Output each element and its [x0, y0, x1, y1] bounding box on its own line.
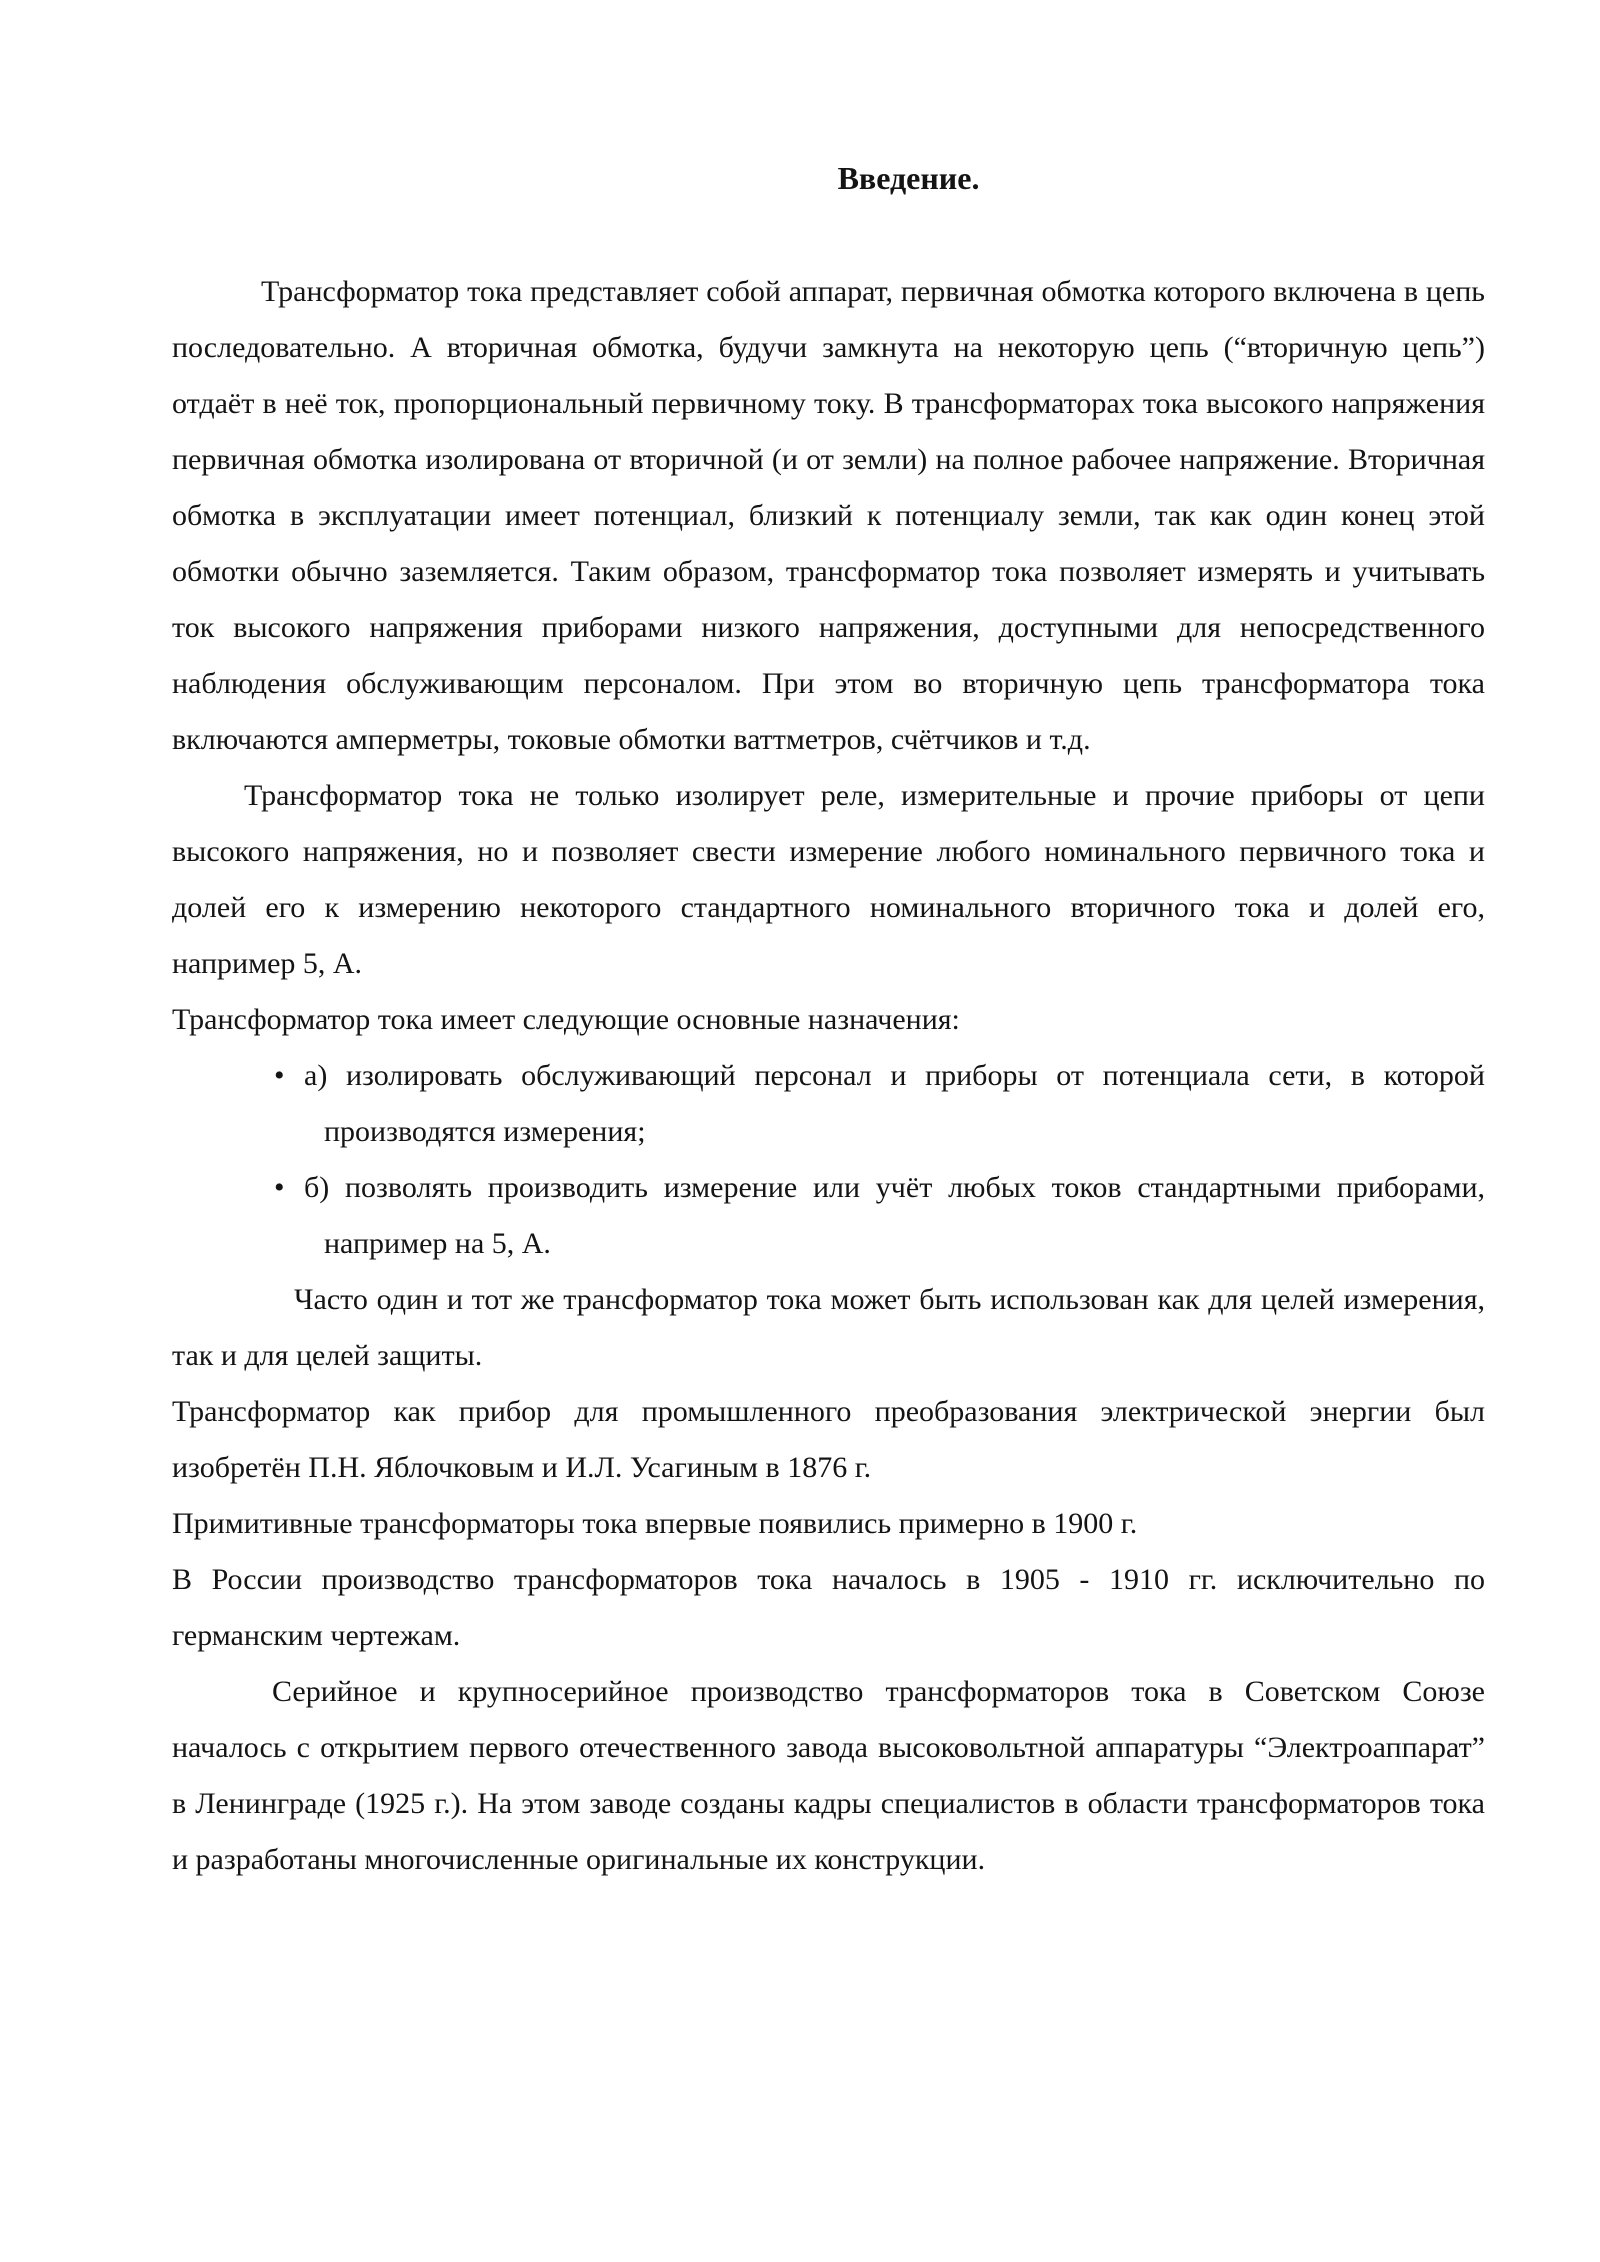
paragraph-isolation: Трансформатор тока не только изолирует реле, измерительные и прочие приборы от цепи высокого напряжения, но и позволяет свести измерение любого номинального первичного тока и долей его к измерению некоторого стандартного номинального вторичного тока и долей его, например 5, А.: [172, 779, 1485, 980]
paragraph-invention: Трансформатор как прибор для промышленного преобразования электрической энергии был изобретён П.Н. Яблочковым и И.Л. Усагиным в 1876 г.: [172, 1395, 1485, 1484]
paragraph-purposes-lead: Трансформатор тока имеет следующие основные назначения:: [172, 1003, 960, 1036]
list-item-text: б) позволять производить измерение или учёт любых токов стандартными приборами, например на 5, А.: [304, 1171, 1485, 1260]
list-item-text: а) изолировать обслуживающий персонал и приборы от потенциала сети, в которой производятся измерения;: [304, 1059, 1485, 1148]
purposes-list: [172, 1048, 1485, 1272]
paragraph-intro: Трансформатор тока представляет собой аппарат, первичная обмотка которого включена в цепь последовательно. А вторичная обмотка, будучи замкнута на некоторую цепь (“вторичную цепь”) отдаёт в неё ток, пропорциональный первичному току. В трансформаторах тока высокого напряжения первичная обмотка изолирована от вторичной (и от земли) на полное рабочее напряжение. Вторичная обмотка в эксплуатации имеет потенциал, близкий к потенциалу земли, так как один конец этой обмотки обычно заземляется. Таким образом, трансформатор тока позволяет измерять и учитывать ток высокого напряжения приборами низкого напряжения, доступными для непосредственного наблюдения обслуживающим персоналом. При этом во вторичную цепь трансформатора тока включаются амперметры, токовые обмотки ваттметров, счётчиков и т.д.: [172, 275, 1485, 756]
page-title: Введение.: [837, 160, 980, 196]
list-item: [172, 1160, 1485, 1272]
bullet-icon: •: [274, 1171, 285, 1204]
paragraph-russia: В России производство трансформаторов тока началось в 1905 - 1910 гг. исключительно по германским чертежам.: [172, 1563, 1485, 1652]
paragraph-primitive: Примитивные трансформаторы тока впервые появились примерно в 1900 г.: [172, 1507, 1138, 1540]
document-page: [172, 150, 1485, 1888]
list-item: [172, 1048, 1485, 1160]
bullet-icon: •: [274, 1059, 285, 1092]
paragraph-soviet-union: Серийное и крупносерийное производство трансформаторов тока в Советском Союзе началось с открытием первого отечественного завода высоковольтной аппаратуры “Электроаппарат” в Ленинграде (1925 г.). На этом заводе созданы кадры специалистов в области трансформаторов тока и разработаны многочисленные оригинальные их конструкции.: [172, 1675, 1485, 1876]
paragraph-measurement-protection: Часто один и тот же трансформатор тока может быть использован как для целей измерения, так и для целей защиты.: [172, 1283, 1485, 1372]
